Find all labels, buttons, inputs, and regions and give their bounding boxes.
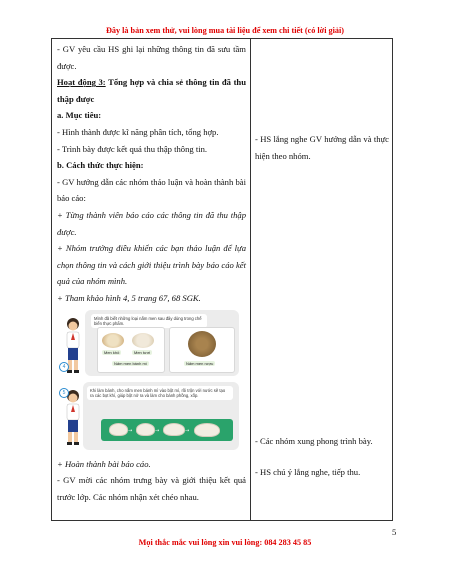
lesson-table xyxy=(51,38,393,521)
complete-report: + Hoàn thành bài báo cáo. xyxy=(57,458,151,469)
figure-5-number: 5 xyxy=(59,388,69,398)
top-banner: Đây là bản xem thử, vui lòng mua tài liệu để xem chi tiết (có lời giải) xyxy=(105,26,344,35)
dough-stage-4 xyxy=(194,423,220,437)
page-number: 5 xyxy=(392,527,397,537)
method-item-1: - GV hướng dẫn các nhóm thảo luận và hoàn thành bài báo cáo: xyxy=(57,176,246,204)
dough-stage-3 xyxy=(163,423,185,436)
dough-stage-2 xyxy=(136,423,155,436)
activity-3-label: Hoạt động 3: xyxy=(57,77,106,88)
tile-wine-yeast xyxy=(169,327,235,373)
label-wine-yeast: Nấm men rượu xyxy=(186,360,214,366)
student-response-2: - Các nhóm xung phong trình bày. xyxy=(255,436,373,446)
instruction-record-info: - GV yêu cầu HS ghi lại những thông tin đã sưu tầm được. xyxy=(57,44,246,71)
label-dry-yeast: Men khô xyxy=(104,349,120,355)
arrow-icon: → xyxy=(155,427,160,434)
student-response-1: - HS lắng nghe GV hướng dẫn và thực hiện theo nhóm. xyxy=(255,134,389,161)
activity-3-heading xyxy=(57,74,246,107)
dough-stage-1 xyxy=(109,423,128,436)
student-response-3: - HS chú ý lắng nghe, tiếp thu. xyxy=(255,467,361,477)
teacher-activities-column xyxy=(57,41,246,505)
bottom-banner: Mọi thắc mắc vui lòng xin vui lòng: 084 283 45 85 xyxy=(138,538,312,547)
student-activities-column xyxy=(255,39,389,520)
figure-4-yeast-types xyxy=(57,310,243,376)
method-item-2: + Từng thành viên báo cáo các thông tin đã thu thập được. xyxy=(57,209,246,237)
goal-heading: a. Mục tiêu: xyxy=(57,110,102,121)
goal-item-1: - Hình thành được kĩ năng phân tích, tổng hợp. xyxy=(57,126,219,137)
column-divider xyxy=(250,39,251,520)
figure-5-caption: Khi làm bánh, cho nấm men bánh mì vào bột mì, rồi trộn với nước sẽ tạo ra các bọt khí, giúp bột nở ra và làm cho bánh phồng, xốp. xyxy=(87,386,233,400)
dry-yeast-bowl xyxy=(102,333,124,348)
fresh-yeast-bowl xyxy=(132,333,154,348)
label-fresh-yeast: Men tươi xyxy=(134,349,151,355)
method-item-4: + Tham khảo hình 4, 5 trang 67, 68 SGK. xyxy=(57,292,201,303)
tile-bread-yeast xyxy=(97,327,165,373)
method-item-3: + Nhóm trưởng điều khiển các bạn thảo luận để lựa chọn thông tin và cách giới thiệu trình bày báo cáo kết quả của nhóm mình. xyxy=(57,243,246,287)
figure-4-caption: Mình đã biết những loại nấm men sau đây dùng trong chế biến thực phẩm. xyxy=(91,314,207,328)
method-heading: b. Cách thức thực hiện: xyxy=(57,160,144,171)
figure-4-number: 4 xyxy=(59,362,69,372)
arrow-icon: → xyxy=(185,427,190,434)
wine-yeast-bowl xyxy=(188,331,216,357)
label-bread-yeast: Nấm men bánh mì xyxy=(114,360,147,366)
arrow-icon: → xyxy=(128,427,133,434)
activity-3-title: Tổng hợp và chia sẻ thông tin đã thu thập được xyxy=(57,77,246,104)
goal-item-2: - Trình bày được kết quả thu thập thông tin. xyxy=(57,143,208,154)
invite-groups: - GV mời các nhóm trưng bày và giới thiệu kết quả trước lớp. Các nhóm nhận xét chéo nhau. xyxy=(57,475,246,502)
figure-5-bread-making xyxy=(57,382,243,450)
